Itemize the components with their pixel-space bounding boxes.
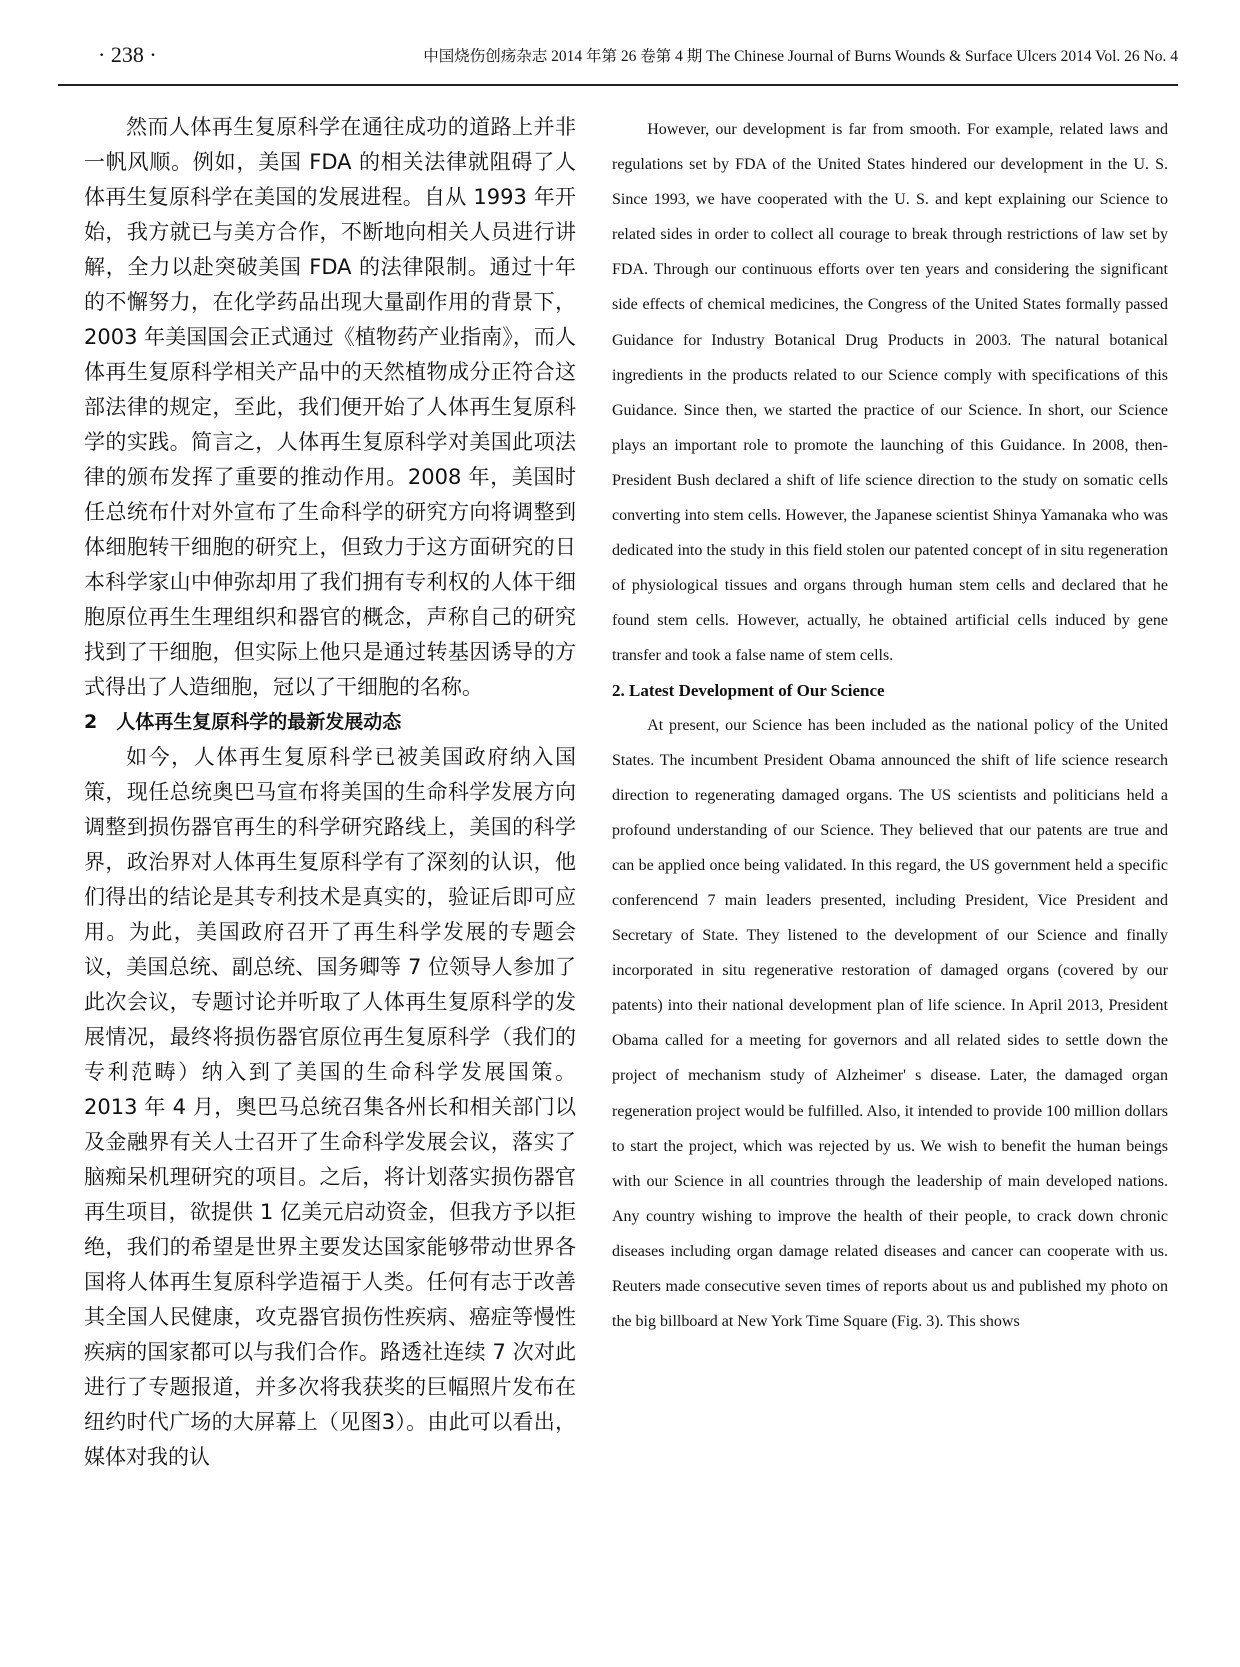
english-paragraph-1: However, our development is far from smooth. For example, related laws and regulations set by FDA of the United States hindered our development in the U. S. Since 1993, we have cooperated with the U. S. and kept explaining our Science to related sides in order to collect all courage to break through restrictions of law set by FDA. Through our continuous efforts over ten years and considering the significant side effects of chemical medicines, the Congress of the United States formally passed Guidance for Industry Botanical Drug Products in 2003. The natural botanical ingredients in the products related to our Science comply with specifications of this Guidance. Since then, we started the practice of our Science. In short, our Science plays an important role to promote the launching of this Guidance. In 2008, then-President Bush declared a shift of life science direction to the study on somatic cells converting into stem cells. However, the Japanese scientist Shinya Yamanaka who was dedicated into the study in this field stolen our patented concept of in situ regeneration of physiological tissues and organs through human stem cells and declared that he found stem cells. However, actually, he obtained artificial cells induced by gene transfer and took a false name of stem cells. <box>612 121 1168 665</box>
page-header <box>58 38 1178 86</box>
english-column <box>612 112 1168 1339</box>
english-section-heading: 2. Latest Development of Our Science <box>612 680 885 700</box>
chinese-paragraph-1: 然而人体再生复原科学在通往成功的道路上并非一帆风顺。例如，美国 FDA 的相关法律就阻碍了人体再生复原科学在美国的发展进程。自从 1993 年开始，我方就已与美方合作，不断地向相关人员进行讲解，全力以赴突破美国 FDA 的法律限制。通过十年的不懈努力，在化学药品出现大量副作用的背景下，2003 年美国国会正式通过《植物药产业指南》，而人体再生复原科学相关产品中的天然植物成分正符合这部法律的规定，至此，我们便开始了人体再生复原科学的实践。简言之，人体再生复原科学对美国此项法律的颁布发挥了重要的推动作用。2008 年，美国时任总统布什对外宣布了生命科学的研究方向将调整到体细胞转干细胞的研究上，但致力于这方面研究的日本科学家山中伸弥却用了我们拥有专利权的人体干细胞原位再生生理组织和器官的概念，声称自己的研究找到了干细胞，但实际上他只是通过转基因诱导的方式得出了人造细胞，冠以了干细胞的名称。 <box>84 115 576 699</box>
page-number: · 238 · <box>98 42 157 67</box>
chinese-section-heading: 2 人体再生复原科学的最新发展动态 <box>84 711 402 733</box>
english-paragraph-2: At present, our Science has been included as the national policy of the United States. The incumbent President Obama announced the shift of life science research direction to regenerating damaged organs. The US scientists and politicians held a profound understanding of our Science. They believed that our patents are true and can be applied once being validated. In this regard, the US government held a specific conferencend 7 main leaders presented, including President, Vice President and Secretary of State. They listened to the development of our Science and finally incorporated in situ regenerative restoration of damaged organs (covered by our patents) into their national development plan of life science. In April 2013, President Obama called for a meeting for governors and all related sides to settle down the project of mechanism study of Alzheimer' s disease. Later, the damaged organ regeneration project would be fulfilled. Also, it intended to provide 100 million dollars to start the project, which was rejected by us. We wish to benefit the human beings with our Science in all countries through the leadership of main developed nations. Any country wishing to improve the health of their people, to crack down chronic diseases including organ damage related diseases and cancer can cooperate with us. Reuters made consecutive seven times of reports about us and published my photo on the big billboard at New York Time Square (Fig. 3). This shows <box>612 716 1168 1331</box>
chinese-paragraph-2: 如今，人体再生复原科学已被美国政府纳入国策，现任总统奥巴马宣布将美国的生命科学发展方向调整到损伤器官再生的科学研究路线上，美国的科学界，政治界对人体再生复原科学有了深刻的认识，他们得出的结论是其专利技术是真实的，验证后即可应用。为此，美国政府召开了再生科学发展的专题会议，美国总统、副总统、国务卿等 7 位领导人参加了此次会议，专题讨论并听取了人体再生复原科学的发展情况，最终将损伤器官原位再生复原科学（我们的专利范畴）纳入到了美国的生命科学发展国策。2013 年 4 月，奥巴马总统召集各州长和相关部门以及金融界有关人士召开了生命科学发展会议，落实了脑痴呆机理研究的项目。之后，将计划落实损伤器官再生项目，欲提供 1 亿美元启动资金，但我方予以拒绝，我们的希望是世界主要发达国家能够带动世界各国将人体再生复原科学造福于人类。任何有志于改善其全国人民健康，攻克器官损伤性疾病、癌症等慢性疾病的国家都可以与我们合作。路透社连续 7 次对此进行了专题报道，并多次将我获奖的巨幅照片发布在纽约时代广场的大屏幕上（见图3）。由此可以看出，媒体对我的认 <box>84 745 576 1469</box>
chinese-column <box>84 110 576 1475</box>
running-head: 中国烧伤创疡杂志 2014 年第 26 卷第 4 期 The Chinese Journal of Burns Wounds & Surface Ulcers 2014 Vol. 26 No. 4 <box>423 48 1178 65</box>
